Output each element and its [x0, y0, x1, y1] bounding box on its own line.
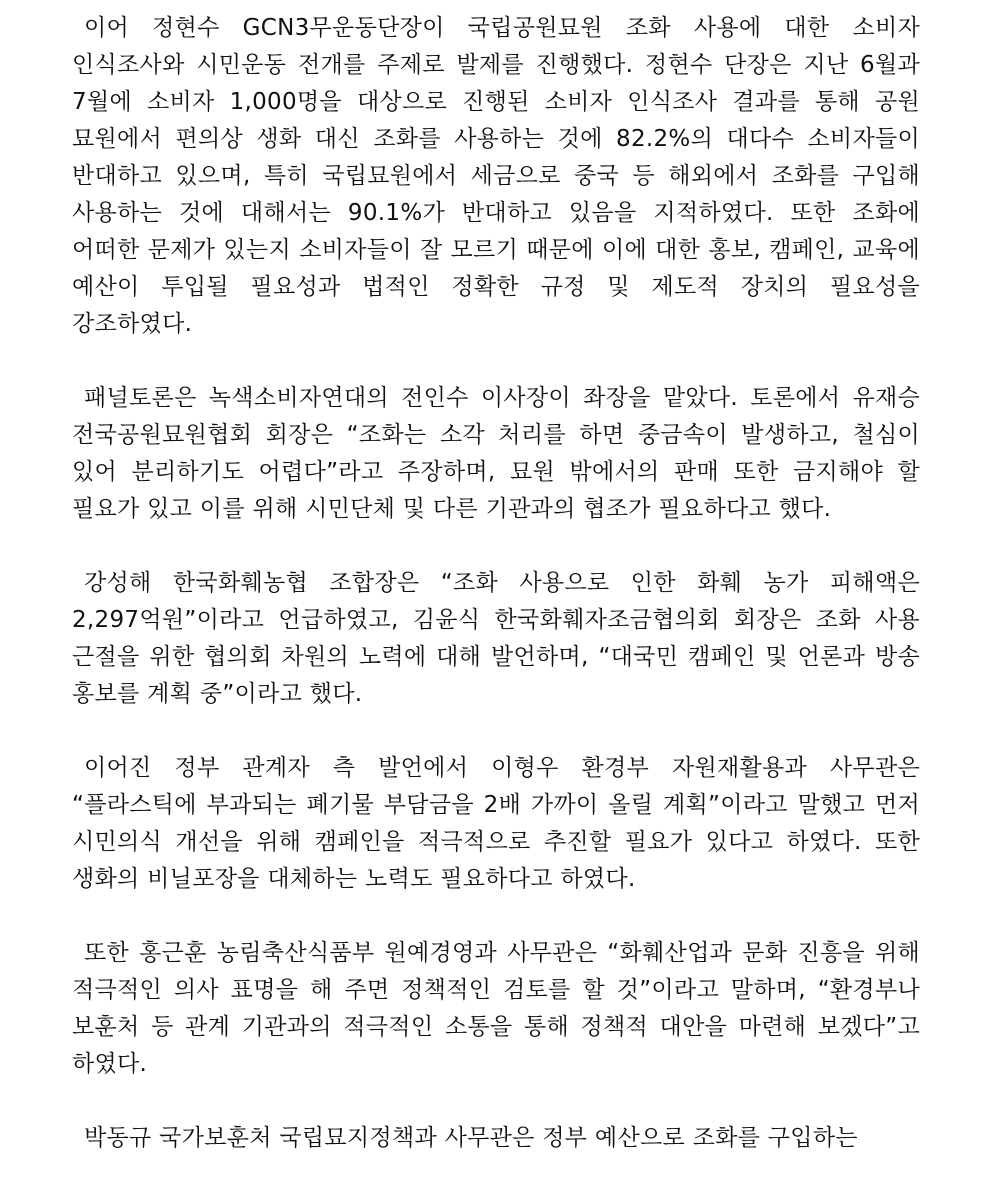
- article-body: [72, 10, 920, 1194]
- paragraph-ministry-environment: 이어진 정부 관계자 측 발언에서 이형우 환경부 자원재활용과 사무관은 “플라스틱에 부과되는 폐기물 부담금을 2배 가까이 올릴 계획”이라고 말했고 먼저 시민의식 개선을 위해 캠페인을 적극적으로 추진할 필요가 있다고 하였다. 또한 생화의 비닐포장을 대체하는 노력도 필요하다고 하였다.: [72, 755, 920, 892]
- paragraph-veterans-affairs: 박동규 국가보훈처 국립묘지정책과 사무관은 정부 예산으로 조화를 구입하는: [84, 1125, 858, 1151]
- paragraph-ministry-agriculture: 또한 홍근훈 농림축산식품부 원예경영과 사무관은 “화훼산업과 문화 진흥을 위해 적극적인 의사 표명을 해 주면 정책적인 검토를 할 것”이라고 말하며, “환경부나 보훈처 등 관계 기관과의 적극적인 소통을 통해 정책적 대안을 마련해 보겠다”고 하였다.: [72, 940, 920, 1077]
- paragraph-flower-farmers: 강성해 한국화훼농협 조합장은 “조화 사용으로 인한 화훼 농가 피해액은 2,297억원”이라고 언급하였고, 김윤식 한국화훼자조금협의회 회장은 조화 사용 근절을 위한 협의회 차원의 노력에 대해 발언하며, “대국민 캠페인 및 언론과 방송 홍보를 계획 중”이라고 했다.: [72, 570, 920, 707]
- paragraph-panel-discussion: 패널토론은 녹색소비자연대의 전인수 이사장이 좌장을 맡았다. 토론에서 유재승 전국공원묘원협회 회장은 “조화는 소각 처리를 하면 중금속이 발생하고, 철심이 있어 분리하기도 어렵다”라고 주장하며, 묘원 밖에서의 판매 또한 금지해야 할 필요가 있고 이를 위해 시민단체 및 다른 기관과의 협조가 필요하다고 했다.: [72, 385, 920, 522]
- paragraph-presentation: 이어 정현수 GCN3무운동단장이 국립공원묘원 조화 사용에 대한 소비자 인식조사와 시민운동 전개를 주제로 발제를 진행했다. 정현수 단장은 지난 6월과 7월에 소비자 1,000명을 대상으로 진행된 소비자 인식조사 결과를 통해 공원 묘원에서 편의상 생화 대신 조화를 사용하는 것에 82.2%의 대다수 소비자들이 반대하고 있으며, 특히 국립묘원에서 세금으로 중국 등 해외에서 조화를 구입해 사용하는 것에 대해서는 90.1%가 반대하고 있음을 지적하였다. 또한 조화에 어떠한 문제가 있는지 소비자들이 잘 모르기 때문에 이에 대한 홍보, 캠페인, 교육에 예산이 투입될 필요성과 법적인 정확한 규정 및 제도적 장치의 필요성을 강조하였다.: [72, 15, 920, 337]
